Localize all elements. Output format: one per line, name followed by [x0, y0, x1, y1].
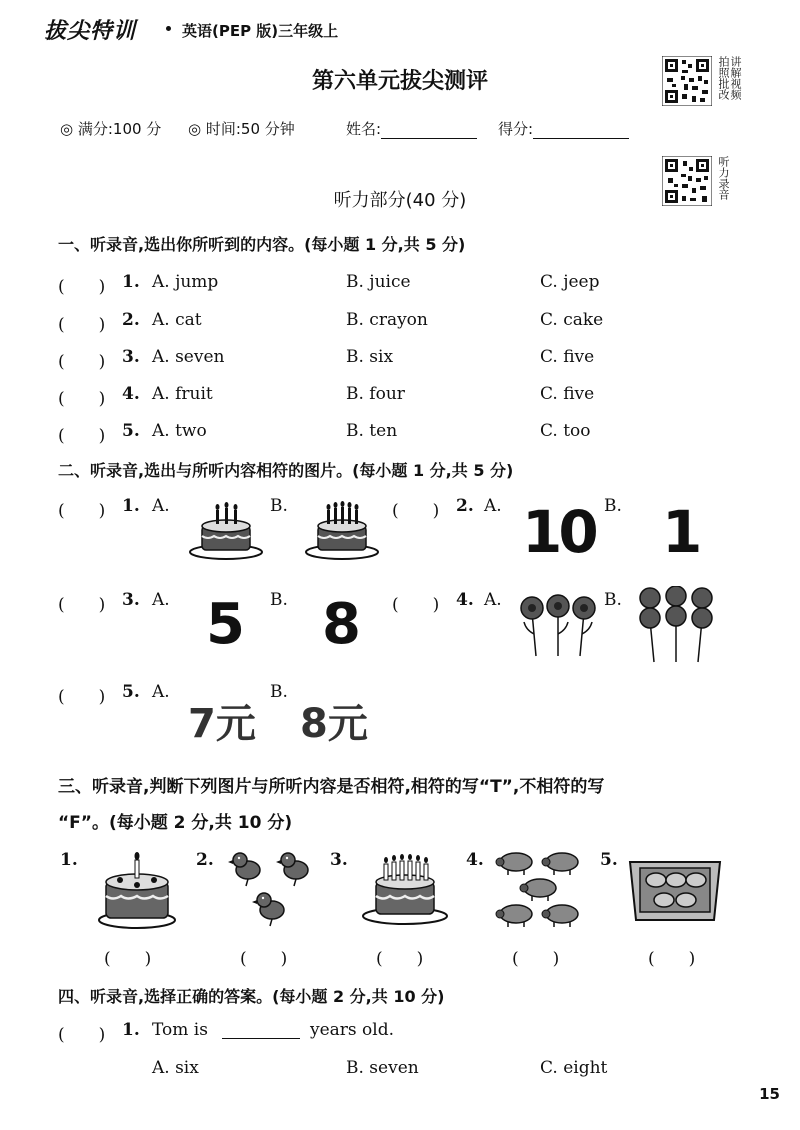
- question-number: 1.: [122, 1020, 140, 1040]
- cake-one-candle-icon: [96, 850, 178, 930]
- brand-dot: [166, 26, 171, 31]
- option-a: A. seven: [152, 347, 225, 367]
- cake-five-candles-icon: [304, 500, 380, 562]
- baking-tray-icon: [628, 856, 722, 924]
- number-ten: 10: [522, 498, 595, 566]
- part4-question: [58, 1020, 658, 1045]
- part1-question: [58, 384, 758, 409]
- name-label: 姓名:: [346, 120, 382, 138]
- option-a-label: A.: [484, 496, 502, 516]
- option-c: C. five: [540, 384, 595, 404]
- option-a: A. jump: [152, 272, 219, 292]
- page-title: 第六单元拔尖测评: [311, 69, 488, 94]
- option-b-label: B.: [604, 590, 622, 610]
- option-a: A. six: [152, 1058, 199, 1078]
- sentence-end: years old.: [310, 1020, 395, 1040]
- number-five: 5: [206, 592, 245, 657]
- answer-paren[interactable]: ( ): [58, 352, 106, 372]
- three-ducks-icon: [228, 848, 318, 930]
- qr-code-video[interactable]: [662, 56, 712, 106]
- score-blank[interactable]: [533, 122, 629, 139]
- exam-time: ◎ 时间:50 分钟: [188, 120, 295, 138]
- price-eight-yuan: 8元: [300, 701, 368, 747]
- answer-paren[interactable]: ( ): [58, 315, 106, 335]
- page-number: 15: [759, 1085, 780, 1103]
- part1-question: [58, 421, 758, 446]
- option-a-label: A.: [152, 496, 170, 516]
- part1-question: [58, 272, 758, 297]
- option-c: C. jeep: [540, 272, 600, 292]
- answer-paren[interactable]: ( ): [392, 501, 440, 521]
- option-a: A. two: [152, 421, 207, 441]
- question-number: 3.: [122, 590, 140, 610]
- option-b: B. six: [346, 347, 394, 367]
- part4-heading: 四、听录音,选择正确的答案。(每小题 2 分,共 10 分): [58, 987, 445, 1006]
- option-b: B. crayon: [346, 310, 428, 330]
- option-c: C. too: [540, 421, 591, 441]
- part3-heading-line1: 三、听录音,判断下列图片与所听内容是否相符,相符的写“T”,不相符的写: [58, 777, 605, 797]
- option-b: B. ten: [346, 421, 398, 441]
- question-number: 5.: [122, 421, 140, 441]
- part3-heading-line2: “F”。(每小题 2 分,共 10 分): [58, 813, 293, 833]
- option-a-label: A.: [484, 590, 502, 610]
- number-one: 1: [662, 498, 703, 566]
- brand-logo: 拔尖特训: [44, 19, 137, 44]
- option-a: A. fruit: [152, 384, 213, 404]
- answer-paren[interactable]: ( ): [648, 949, 696, 969]
- answer-paren[interactable]: ( ): [58, 687, 106, 707]
- answer-paren[interactable]: ( ): [392, 595, 440, 615]
- part1-question: [58, 310, 758, 335]
- answer-paren[interactable]: ( ): [58, 389, 106, 409]
- option-c: C. cake: [540, 310, 604, 330]
- question-number: 2.: [122, 310, 140, 330]
- option-c: C. five: [540, 347, 595, 367]
- listening-section-title: 听力部分(40 分): [333, 190, 467, 211]
- name-field[interactable]: [346, 118, 477, 139]
- question-number: 5.: [600, 850, 618, 870]
- answer-paren[interactable]: ( ): [58, 1025, 106, 1045]
- five-pigs-icon: [494, 850, 586, 930]
- qr-code-icon: [662, 56, 712, 106]
- answer-paren[interactable]: ( ): [58, 277, 106, 297]
- question-number: 5.: [122, 682, 140, 702]
- option-b-label: B.: [604, 496, 622, 516]
- option-b-label: B.: [270, 496, 288, 516]
- answer-paren[interactable]: ( ): [240, 949, 288, 969]
- part1-question: [58, 347, 758, 372]
- option-b: B. seven: [346, 1058, 419, 1078]
- full-score: ◎ 满分:100 分: [60, 120, 162, 138]
- qr-label-video: 讲解视频拍照批改: [717, 56, 742, 100]
- part1-heading: 一、听录音,选出你所听到的内容。(每小题 1 分,共 5 分): [58, 235, 466, 254]
- number-eight: 8: [322, 592, 361, 657]
- score-field[interactable]: [498, 118, 629, 139]
- answer-paren[interactable]: ( ): [58, 426, 106, 446]
- question-number: 1.: [122, 496, 140, 516]
- answer-paren[interactable]: ( ): [58, 501, 106, 521]
- name-blank[interactable]: [381, 122, 477, 139]
- part2-heading: 二、听录音,选出与所听内容相符的图片。(每小题 1 分,共 5 分): [58, 461, 514, 480]
- option-b-label: B.: [270, 682, 288, 702]
- answer-paren[interactable]: ( ): [58, 595, 106, 615]
- subject-label: 英语(PEP 版)三年级上: [182, 22, 339, 40]
- question-number: 1.: [60, 850, 78, 870]
- question-number: 3.: [330, 850, 348, 870]
- option-b: B. four: [346, 384, 405, 404]
- question-number: 3.: [122, 347, 140, 367]
- option-a: A. cat: [152, 310, 202, 330]
- price-seven-yuan: 7元: [188, 701, 256, 747]
- answer-blank[interactable]: [222, 1038, 300, 1039]
- answer-paren[interactable]: ( ): [376, 949, 424, 969]
- option-b-label: B.: [270, 590, 288, 610]
- cake-three-candles-icon: [188, 500, 264, 562]
- option-a-label: A.: [152, 590, 170, 610]
- sentence-start: Tom is: [152, 1020, 208, 1040]
- option-a-label: A.: [152, 682, 170, 702]
- question-number: 1.: [122, 272, 140, 292]
- question-number: 4.: [122, 384, 140, 404]
- answer-paren[interactable]: ( ): [104, 949, 152, 969]
- option-b: B. juice: [346, 272, 411, 292]
- option-c: C. eight: [540, 1058, 608, 1078]
- question-number: 2.: [196, 850, 214, 870]
- six-flowers-icon: [636, 586, 718, 664]
- cake-six-candles-icon: [360, 852, 450, 926]
- score-label: 得分:: [498, 120, 534, 138]
- qr-label-audio: 听力录音: [717, 156, 730, 200]
- part4-options: [58, 1058, 758, 1080]
- answer-paren[interactable]: ( ): [512, 949, 560, 969]
- question-number: 4.: [466, 850, 484, 870]
- three-flowers-icon: [518, 594, 598, 658]
- question-number: 4.: [456, 590, 474, 610]
- question-number: 2.: [456, 496, 474, 516]
